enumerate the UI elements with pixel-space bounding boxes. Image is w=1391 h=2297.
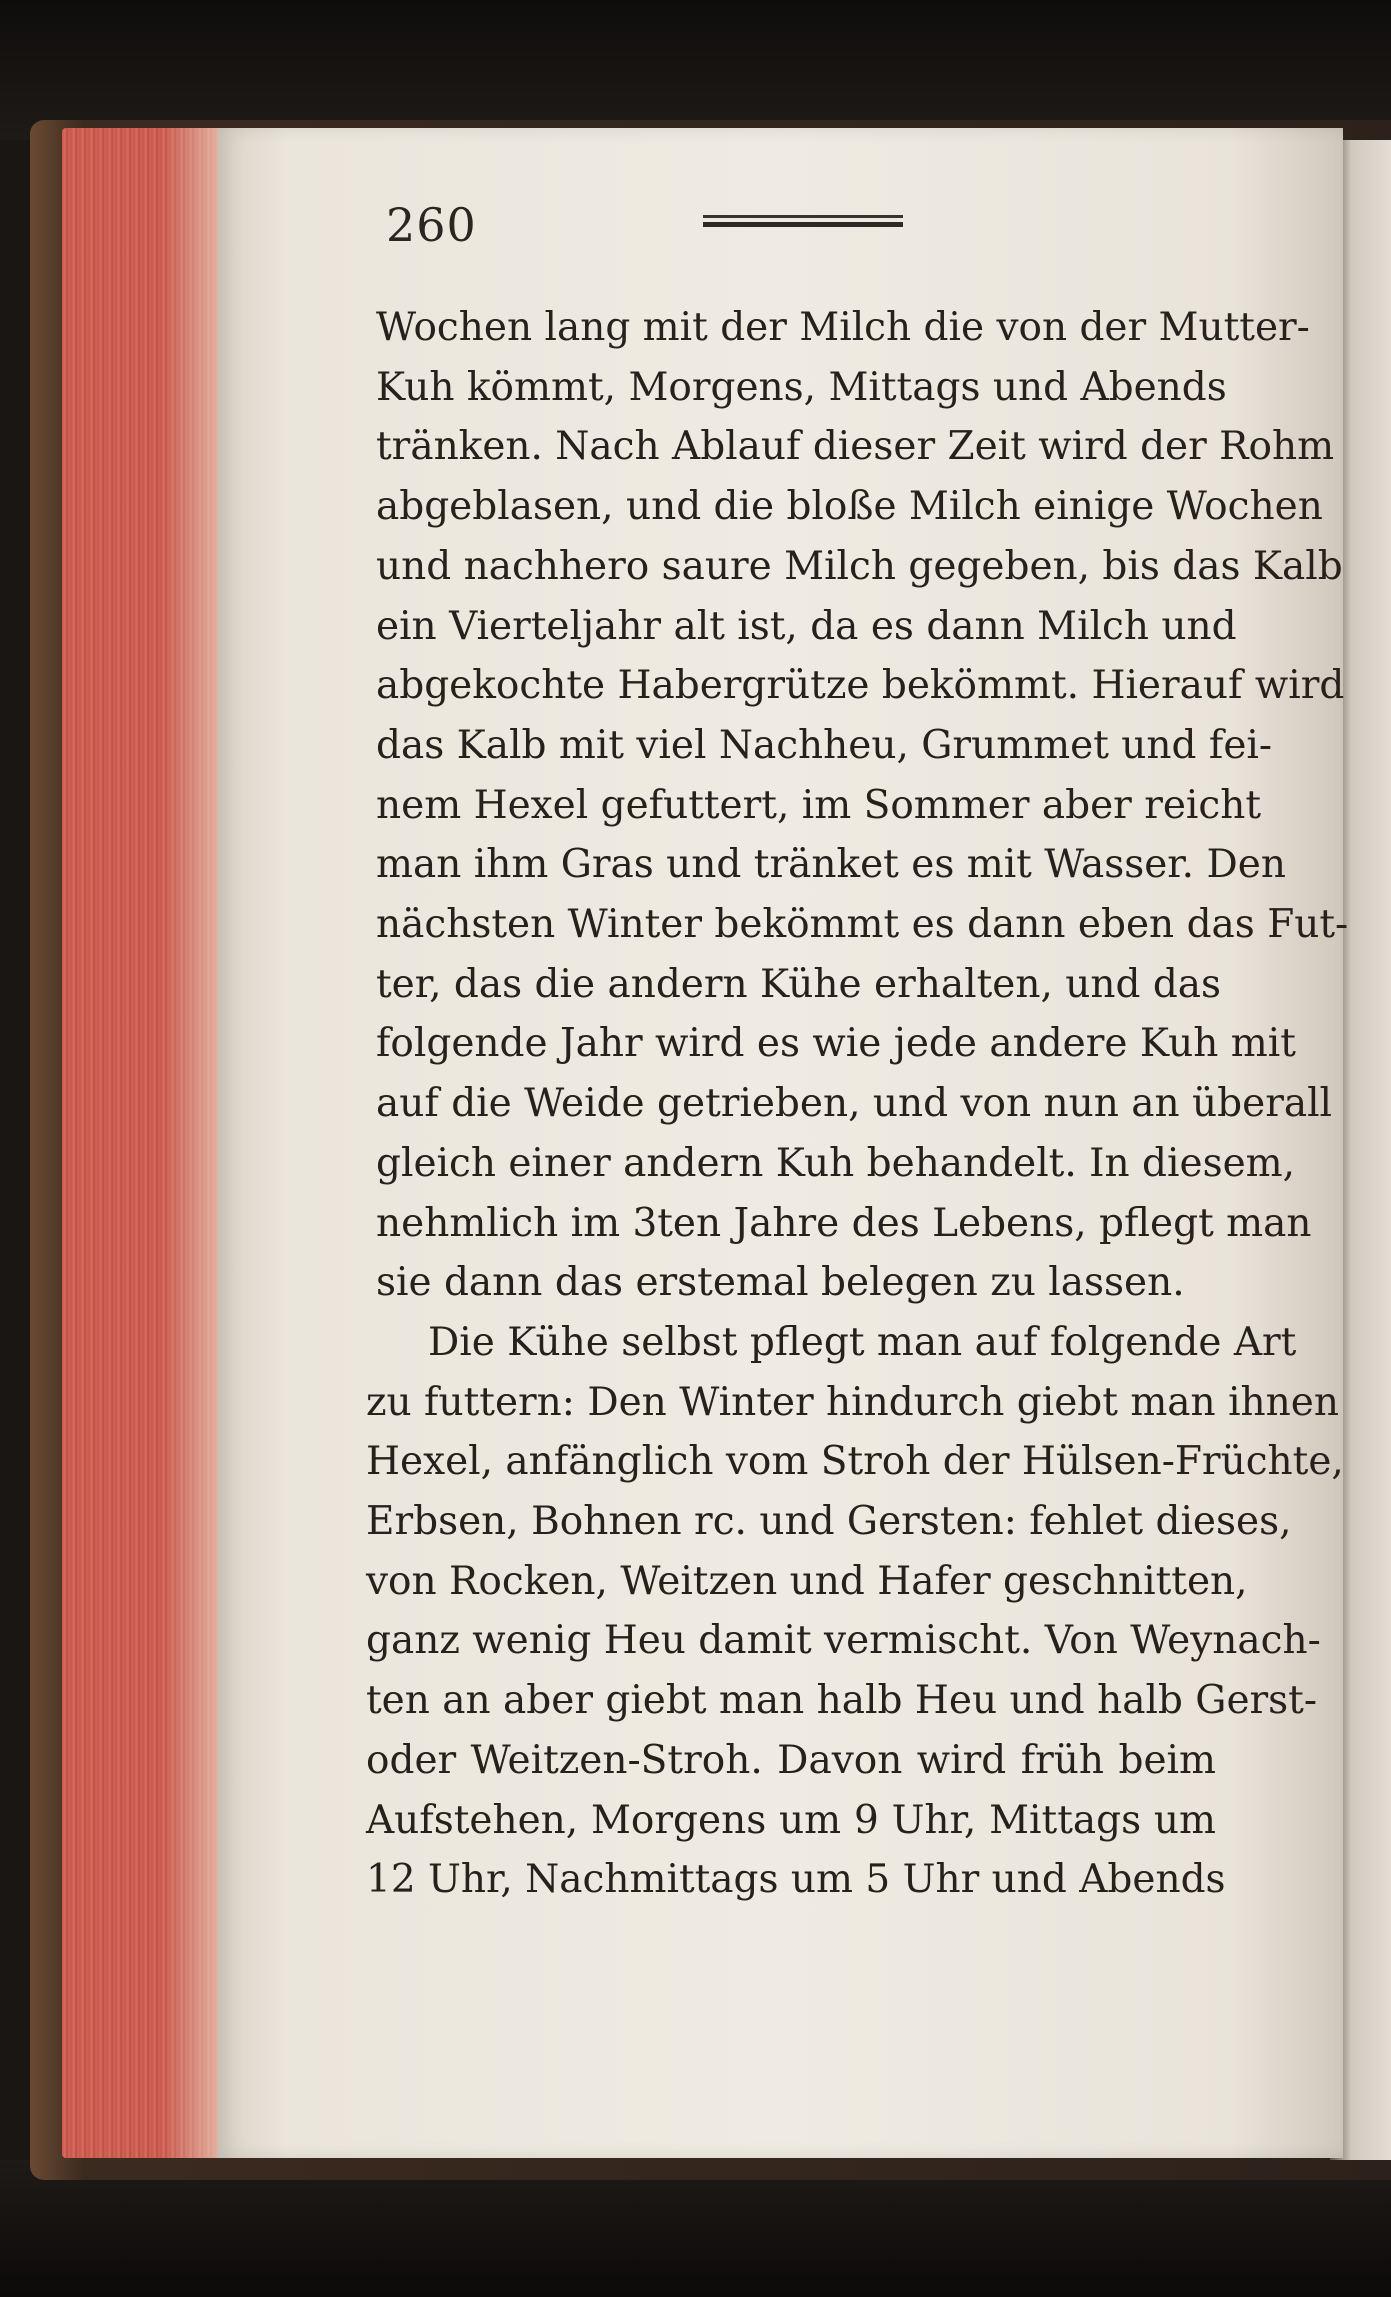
header-rule [703,213,903,233]
text-line: das Kalb mit viel Nachheu, Grummet und fei- [376,722,1273,768]
text-line: auf die Weide getrieben, und von nun an überall [376,1081,1333,1127]
text-line: ter, das die andern Kühe erhalten, und das [376,961,1222,1007]
text-line: tränken. Nach Ablauf dieser Zeit wird der Rohm [376,424,1335,470]
body-text [366,298,1349,1910]
text-line: zu futtern: Den Winter hindurch giebt man ihnen [366,1379,1339,1425]
text-line: sie dann das erstemal belegen zu lassen. [376,1260,1185,1306]
text-line: man ihm Gras und tränket es mit Wasser. Den [376,842,1286,888]
text-line: Die Kühe selbst pflegt man auf folgende Art [428,1319,1297,1365]
text-line: abgekochte Habergrütze bekömmt. Hierauf wird [376,663,1345,709]
background-bottom [0,2160,1391,2297]
text-line: ganz wenig Heu damit vermischt. Von Weynach- [366,1618,1321,1664]
text-line: ten an aber giebt man halb Heu und halb Gerst- [366,1678,1318,1724]
text-line: Wochen lang mit der Milch die von der Mutter- [376,305,1310,350]
text-line: gleich einer andern Kuh behandelt. In diesem, [376,1140,1296,1186]
text-line: und nachhero saure Milch gegeben, bis das Kalb [376,543,1343,589]
background-top [0,0,1391,140]
book-page [218,128,1349,2158]
text-line: von Rocken, Weitzen und Hafer geschnitten, [366,1558,1248,1604]
paragraph-1 [376,298,1349,1313]
text-line: Erbsen, Bohnen rc. und Gersten: fehlet dieses, [366,1499,1292,1545]
text-line: oder Weitzen-Stroh. Davon wird früh beim [366,1737,1216,1783]
text-line: nehmlich im 3ten Jahre des Lebens, pflegt man [376,1200,1312,1246]
page-edges-red [62,128,222,2158]
text-line: nem Hexel gefuttert, im Sommer aber reicht [376,782,1262,828]
paragraph-2 [366,1313,1344,1910]
text-line: 12 Uhr, Nachmittags um 5 Uhr und Abends [366,1857,1226,1903]
page-number: 260 [386,198,477,252]
text-line: folgende Jahr wird es wie jede andere Kuh mit [376,1021,1296,1067]
text-line: ein Vierteljahr alt ist, da es dann Milch und [376,603,1237,649]
text-line: Kuh kömmt, Morgens, Mittags und Abends [376,364,1227,410]
text-line: abgeblasen, und die bloße Milch einige Wochen [376,484,1323,530]
text-line: Hexel, anfänglich vom Stroh der Hülsen-Früchte, [366,1439,1344,1485]
text-line: Aufstehen, Morgens um 9 Uhr, Mittags um [366,1797,1216,1843]
text-line: nächsten Winter bekömmt es dann eben das Fut- [376,902,1349,948]
